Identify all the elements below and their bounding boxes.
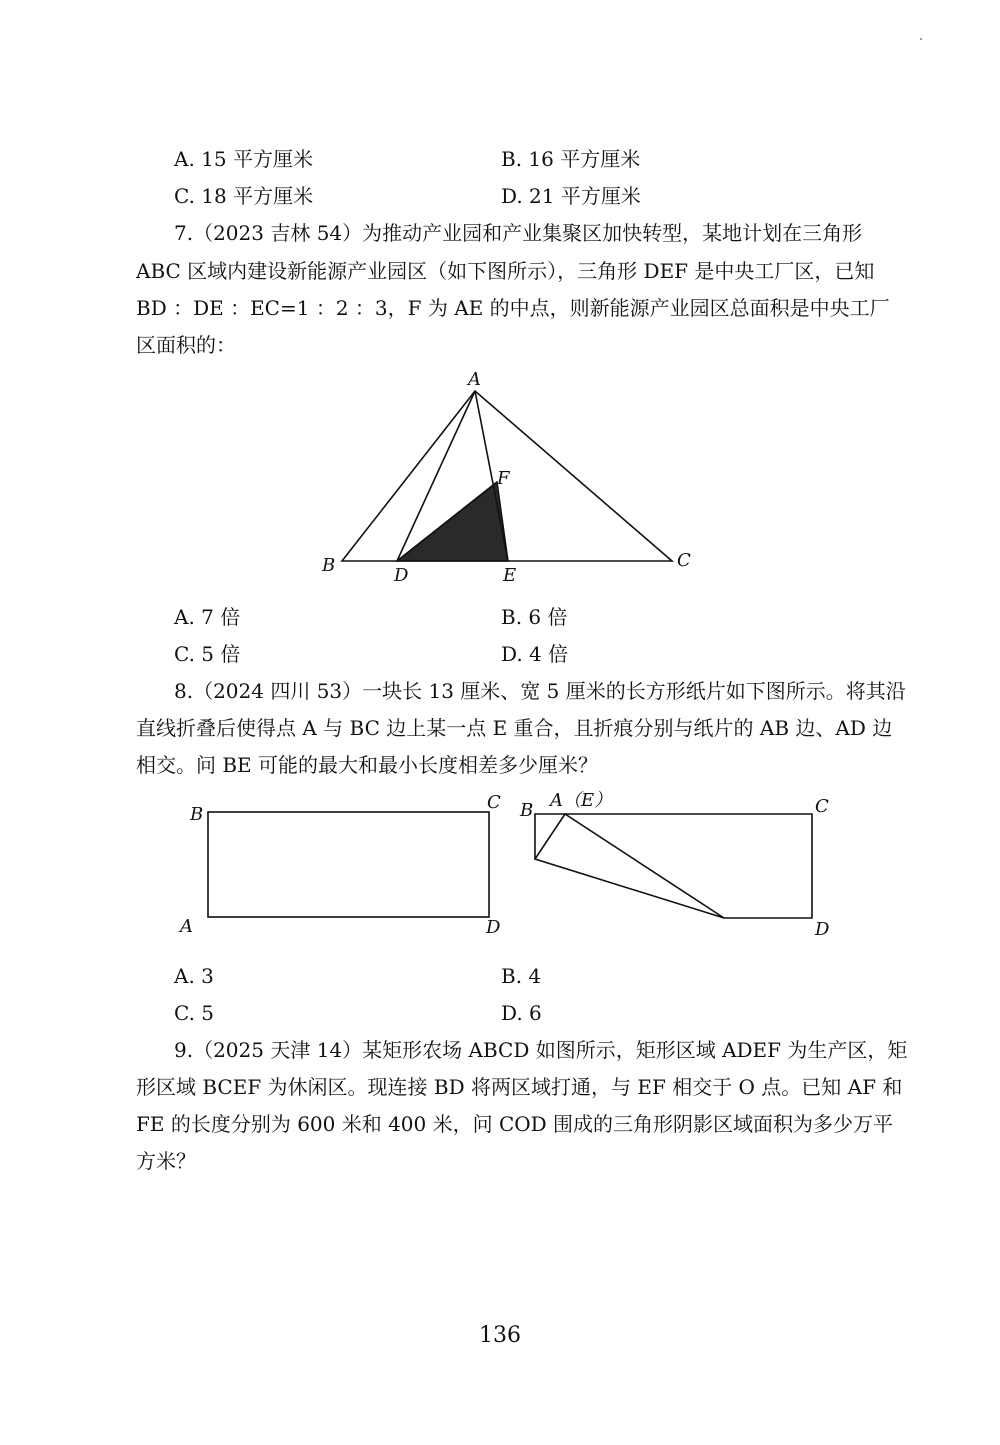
scan-speck bbox=[920, 38, 922, 40]
q7-triangle-figure bbox=[310, 365, 700, 595]
folded-flap bbox=[535, 814, 724, 918]
q9-text-line1: 9.（2025 天津 14）某矩形农场 ABCD 如图所示，矩形区域 ADEF 为生产区，矩 bbox=[174, 1038, 908, 1062]
q8-text-line2: 直线折叠后使得点 A 与 BC 边上某一点 E 重合，且折痕分别与纸片的 AB 边、AD 边 bbox=[136, 716, 893, 740]
q7-text-line2: ABC 区域内建设新能源产业园区（如下图所示），三角形 DEF 是中央工厂区，已知 bbox=[136, 259, 875, 283]
page-number: 136 bbox=[479, 1323, 521, 1348]
label-c: C bbox=[677, 550, 691, 571]
q7-option-d: D. 4 倍 bbox=[501, 642, 569, 666]
label-c: C bbox=[815, 796, 829, 817]
label-d: D bbox=[394, 565, 409, 586]
label-a: A bbox=[468, 369, 481, 390]
label-b: B bbox=[322, 555, 336, 576]
q9-text-line3: FE 的长度分别为 600 米和 400 米，问 COD 围成的三角形阴影区域面积为多少万平 bbox=[136, 1112, 894, 1136]
rectangle-abcd bbox=[208, 812, 489, 917]
q6-option-b: B. 16 平方厘米 bbox=[501, 147, 641, 171]
q9-text-line2: 形区域 BCEF 为休闲区。现连接 BD 将两区域打通，与 EF 相交于 O 点。已知 AF 和 bbox=[136, 1075, 903, 1099]
label-d: D bbox=[815, 919, 830, 940]
label-d: D bbox=[486, 917, 501, 938]
q8-option-d: D. 6 bbox=[501, 1001, 542, 1025]
q6-option-c: C. 18 平方厘米 bbox=[174, 184, 314, 208]
q7-text-line3: BD ：DE ：EC=1 ：2 ：3，F 为 AE 的中点，则新能源产业园区总面积是中央工厂 bbox=[136, 296, 890, 320]
label-c: C bbox=[487, 792, 501, 813]
shaded-triangle-def bbox=[397, 482, 508, 561]
q8-rectangle-figure bbox=[170, 788, 510, 948]
q9-text-line4: 方米？ bbox=[136, 1149, 196, 1173]
q8-option-c: C. 5 bbox=[174, 1001, 215, 1025]
q7-option-b: B. 6 倍 bbox=[501, 605, 568, 629]
label-e: E bbox=[503, 565, 517, 586]
q7-option-a: A. 7 倍 bbox=[174, 605, 241, 629]
q7-text-line1: 7.（2023 吉林 54）为推动产业园和产业集聚区加快转型，某地计划在三角形 bbox=[174, 221, 863, 245]
q6-option-a: A. 15 平方厘米 bbox=[174, 147, 313, 171]
label-a: A bbox=[180, 916, 193, 937]
label-a-e: A（E） bbox=[550, 790, 613, 811]
label-f: F bbox=[497, 468, 510, 489]
q6-option-d: D. 21 平方厘米 bbox=[501, 184, 641, 208]
q8-text-line3: 相交。问 BE 可能的最大和最小长度相差多少厘米？ bbox=[136, 753, 599, 777]
q8-folded-figure bbox=[512, 788, 842, 948]
label-b: B bbox=[190, 804, 204, 825]
label-b: B bbox=[520, 800, 534, 821]
q7-option-c: C. 5 倍 bbox=[174, 642, 241, 666]
q8-option-a: A. 3 bbox=[174, 964, 214, 988]
q8-option-b: B. 4 bbox=[501, 964, 542, 988]
q8-text-line1: 8.（2024 四川 53）一块长 13 厘米、宽 5 厘米的长方形纸片如下图所示。将其沿 bbox=[174, 679, 906, 703]
q7-text-line4: 区面积的： bbox=[136, 333, 236, 357]
